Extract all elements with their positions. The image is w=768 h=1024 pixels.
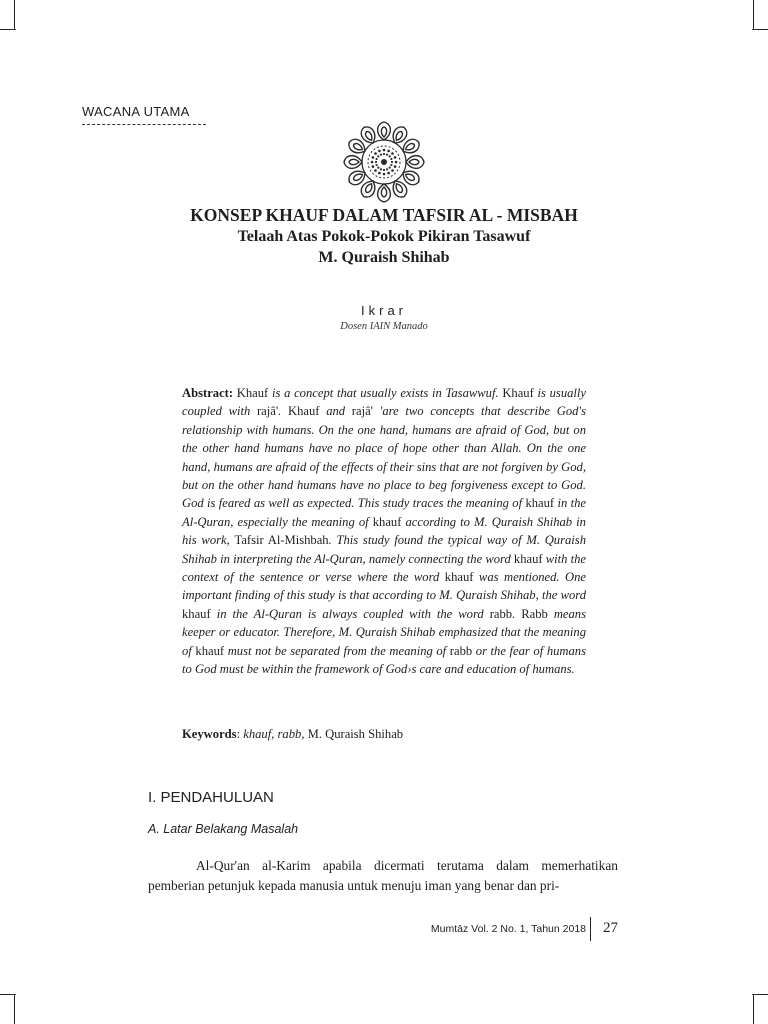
abstract-segment: . (278, 404, 288, 419)
section-tag: WACANA UTAMA (82, 104, 190, 119)
title-line-1: KONSEP KHAUF DALAM TAFSIR AL - MISBAH (190, 205, 578, 225)
keyword-1: khauf (243, 727, 272, 741)
keyword-2: rabb (277, 727, 302, 741)
abstract-segment: and (319, 404, 352, 419)
floral-mandala-icon (342, 120, 426, 204)
abstract-segment: 'are two concepts that describe God's relationship with humans. On the one hand, humans are afraid of God, but on the other hand humans have no place of hope other than Allah. On the one hand, humans are afraid of the effects of their sins that are not forgiven by God, but on the other hand humans have no place to beg forgiveness except to God. God is feared as well as expected. This study traces the meaning of (182, 404, 587, 511)
body-paragraph-text: Al-Qur'an al-Karim apabila dicermati terutama dalam memerhatikan pemberian petunjuk kepada manusia untuk menuju iman yang benar dan pri- (148, 858, 618, 893)
keyword-comma-1: , (271, 727, 278, 741)
abstract-segment: khauf (195, 643, 225, 658)
abstract-segment: khauf (444, 570, 474, 585)
section-tag-underline (82, 124, 206, 125)
abstract-segment: Khauf (288, 404, 320, 419)
journal-issue: Vol. 2 No. 1, Tahun 2018 (468, 923, 586, 935)
abstract-segment: . (512, 606, 522, 621)
keywords (182, 727, 586, 742)
abstract-segment: was mentioned. One important finding of this study is that according to M. Quraish Shihab, the word (182, 570, 587, 603)
abstract-segment: khauf (182, 606, 211, 621)
abstract-segment: in the Al-Quran, especially the meaning of (182, 496, 586, 529)
body-paragraph (148, 856, 618, 896)
keywords-separator: : (236, 727, 244, 741)
footer-divider (590, 917, 591, 941)
footer-journal (431, 923, 586, 935)
crop-mark-top-right-h (752, 29, 768, 30)
crop-mark-bottom-right-v (753, 994, 754, 1024)
author-name: Ikrar (361, 303, 407, 318)
abstract-segment: Khauf (236, 386, 269, 400)
page-number: 27 (603, 920, 618, 936)
article-title (150, 204, 618, 268)
abstract-segment: Rabb (521, 606, 548, 621)
abstract-label: Abstract: (182, 386, 234, 400)
abstract-segment: or the fear of humans to God must be within the framework of God›s care and education of humans. (182, 643, 587, 677)
keyword-3: M. Quraish Shihab (307, 727, 404, 741)
abstract-segment: in the Al-Quran is always coupled with the word (210, 606, 490, 621)
crop-mark-top-left-v (14, 0, 15, 30)
title-line-3: M. Quraish Shihab (318, 249, 450, 266)
abstract-segment: rajâ' (351, 404, 373, 419)
abstract-body (182, 386, 586, 676)
abstract-segment: rabb (489, 606, 513, 621)
abstract-segment: khauf (372, 514, 402, 529)
section-subheading: A. Latar Belakang Masalah (148, 822, 299, 836)
crop-mark-bottom-left-v (14, 994, 15, 1024)
abstract (182, 384, 586, 679)
abstract-segment: is usually coupled with (182, 386, 587, 419)
abstract-segment: must not be separated from the meaning of (224, 643, 450, 658)
abstract-segment: means keeper or educator. Therefore, M. Quraish Shihab emphasized that the meaning of (182, 606, 587, 658)
crop-mark-top-right-v (753, 0, 754, 30)
journal-name: Mumtāz (430, 923, 469, 935)
abstract-segment: rabb (449, 643, 473, 658)
abstract-segment: Khauf (502, 386, 534, 400)
abstract-segment: rajâ' (256, 404, 279, 419)
crop-mark-bottom-right-h (752, 994, 768, 995)
keywords-label: Keywords (182, 727, 237, 741)
crop-mark-bottom-left-h (0, 994, 16, 995)
author-affiliation: Dosen IAIN Manado (340, 321, 428, 332)
title-line-2: Telaah Atas Pokok-Pokok Pikiran Tasawuf (237, 228, 531, 245)
abstract-segment: is a concept that usually exists in Tasawwuf. (268, 386, 503, 400)
keyword-comma-2: , (301, 727, 308, 741)
abstract-segment: with the context of the sentence or verse where the word (182, 551, 586, 585)
crop-mark-top-left-h (0, 29, 16, 30)
abstract-segment: khauf (513, 551, 543, 566)
abstract-segment: khauf (525, 496, 555, 511)
abstract-segment: according to M. Quraish Shihab in his work, (182, 514, 586, 548)
abstract-segment: . This study found the typical way of M. Quraish Shihab in interpreting the Al-Quran, namely connecting the word (182, 533, 586, 566)
abstract-segment: Tafsir Al-Mishbah (234, 533, 329, 548)
section-heading: I. PENDAHULUAN (148, 789, 274, 806)
